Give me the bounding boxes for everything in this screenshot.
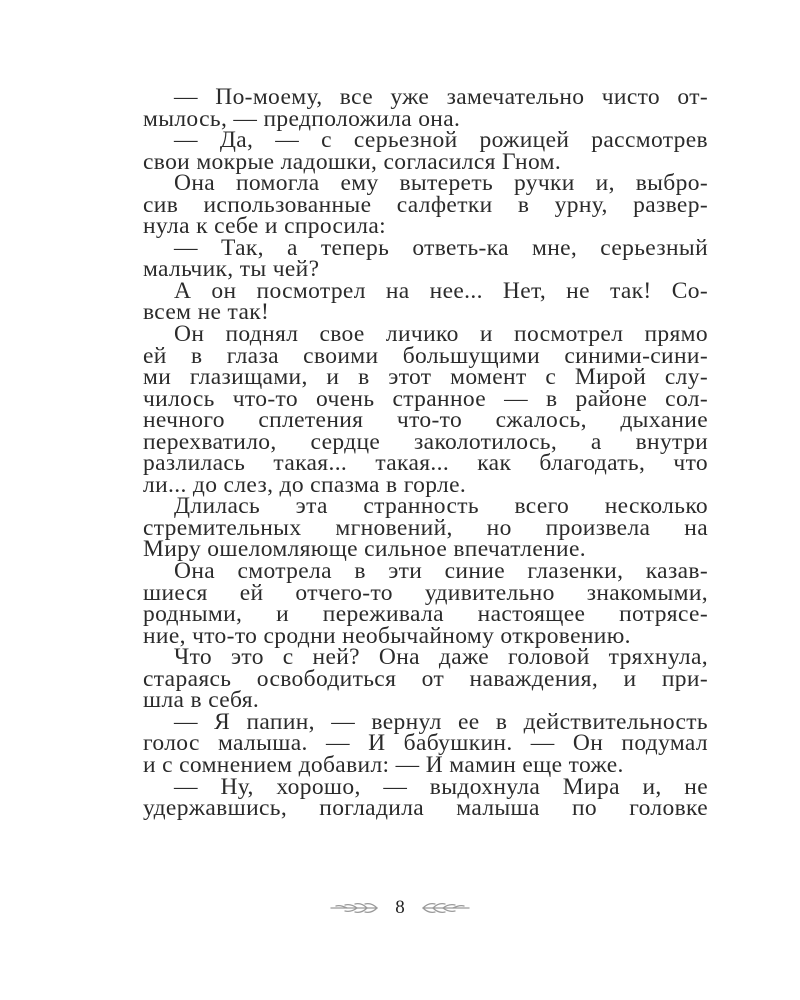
page-number: 8 (395, 897, 405, 918)
leaf-sprig-left-icon (329, 900, 381, 916)
text-line: разлилась такая... такая... как благодать, что (143, 450, 708, 477)
text-line: перехватило, сердце заколотилось, а внутри (143, 428, 708, 455)
text-line: — По-моему, все уже замечательно чисто от- (174, 84, 708, 110)
text-line: стараясь освободиться от наваждения, и при- (143, 665, 708, 692)
text-line: Он поднял свое личико и посмотрел прямо (174, 321, 708, 348)
text-line: — Я папин, — вернул ее в действительность (174, 708, 708, 735)
text-line: ми глазищами, и в этот момент с Мирой слу- (143, 364, 708, 391)
text-line: ние, что-то сродни необычайному откровению. (143, 622, 631, 649)
text-line: — Да, — с серьезной рожицей рассмотрев (174, 127, 708, 154)
text-line: шла в себя. (143, 687, 260, 714)
text-line: шиеся ей отчего-то удивительно знакомыми, (143, 579, 708, 606)
text-line: чилось что-то очень странное — в районе сол- (143, 385, 708, 412)
text-line: — Так, а теперь ответь-ка мне, серьезный (174, 234, 708, 261)
text-line: Она помогла ему вытереть ручки и, выбро- (174, 170, 708, 197)
text-line: — Ну, хорошо, — выдохнула Мира и, не (174, 773, 708, 800)
text-line: ей в глаза своими большущими синими-сини- (143, 342, 708, 369)
text-line: сив использованные салфетки в урну, развер- (143, 191, 708, 218)
page-footer (0, 893, 800, 923)
text-line: и с сомнением добавил: — И мамин еще тоже. (143, 751, 624, 778)
text-line: свои мокрые ладошки, согласился Гном. (143, 148, 562, 175)
text-line: ли... до слез, до спазма в горле. (143, 471, 467, 498)
text-line: мылось, — предположила она. (143, 105, 461, 132)
text-line: мальчик, ты чей? (143, 256, 320, 283)
text-line: нечного сплетения что-то сжалось, дыхание (143, 407, 708, 434)
text-line: Миру ошеломляюще сильное впечатление. (143, 536, 586, 563)
text-line: Она смотрела в эти синие глазенки, казав- (174, 558, 708, 585)
text-line: стремительных мгновений, но произвела на (143, 514, 708, 541)
body-text (143, 84, 708, 822)
text-line: удержавшись, погладила малыша по головке (143, 795, 708, 822)
text-line: А он посмотрел на нее... Нет, не так! Со- (174, 277, 708, 304)
text-line: Что это с ней? Она даже головой тряхнула, (174, 644, 708, 671)
text-line: нула к себе и спросила: (143, 213, 387, 240)
text-line: всем не так! (143, 299, 270, 326)
text-line: родными, и переживала настоящее потрясе- (143, 601, 708, 628)
text-line: Длилась эта странность всего несколько (174, 493, 708, 520)
leaf-sprig-right-icon (419, 900, 471, 916)
text-line: голос малыша. — И бабушкин. — Он подумал (143, 730, 708, 757)
